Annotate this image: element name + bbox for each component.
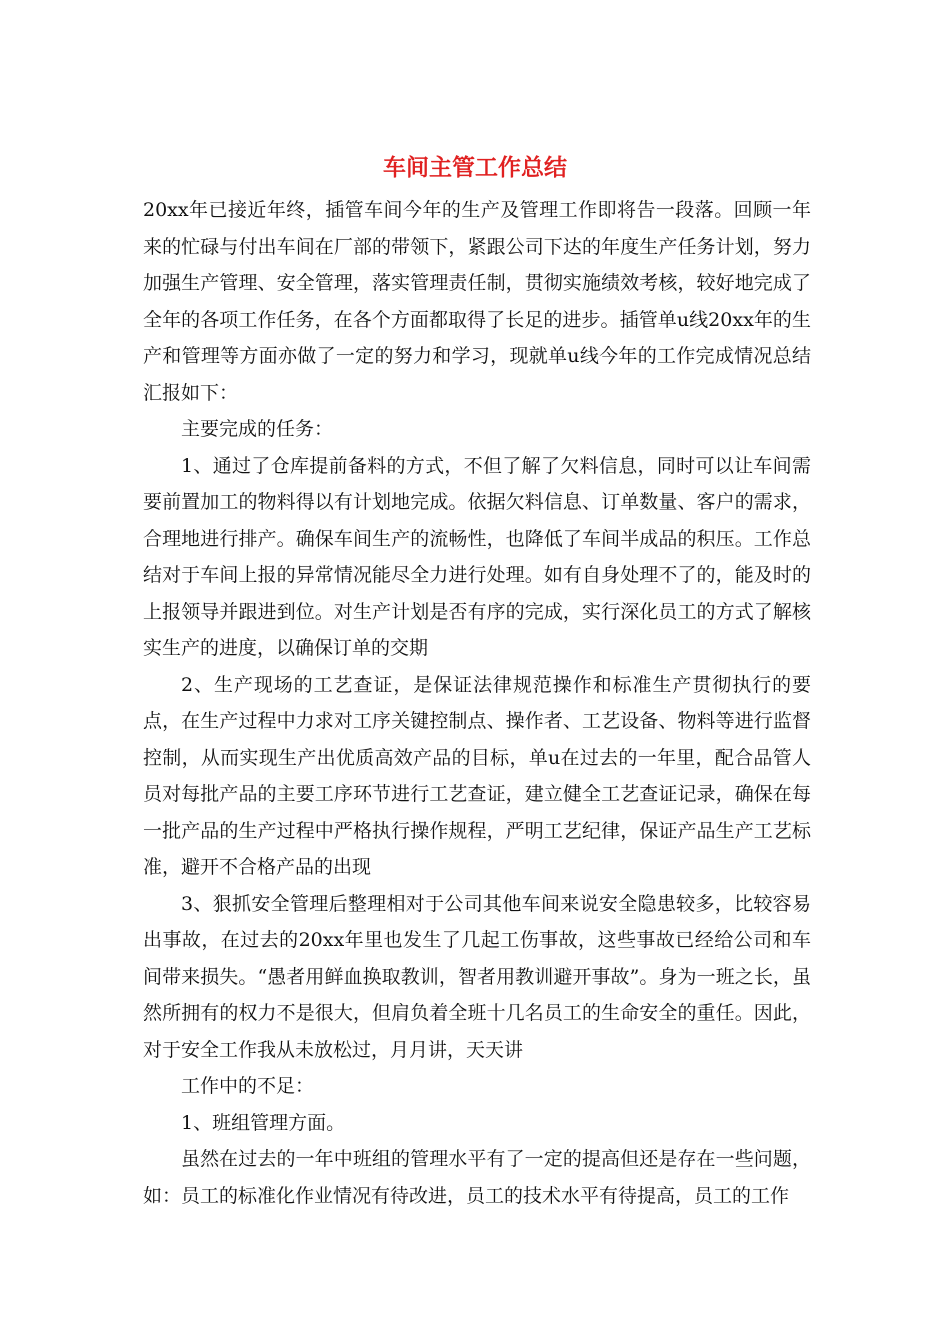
- paragraph-task-2: 2、生产现场的工艺查证，是保证法律规范操作和标准生产贯彻执行的要点，在生产过程中力求对工序关键控制点、操作者、工艺设备、物料等进行监督控制，从而实现生产出优质高效产品的目标，单u在过去的一年里，配合品管人员对每批产品的主要工序环节进行工艺查证，建立健全工艺查证记录，确保在每一批产品的生产过程中严格执行操作规程，严明工艺纪律，保证产品生产工艺标准，避开不合格产品的出现: [143, 673, 811, 878]
- paragraph-intro: 20xx年已接近年终，插管车间今年的生产及管理工作即将告一段落。回顾一年来的忙碌与付出车间在厂部的带领下，紧跟公司下达的年度生产任务计划，努力加强生产管理、安全管理，落实管理责任制，贯彻实施绩效考核，较好地完成了全年的各项工作任务，在各个方面都取得了长足的进步。插管单u线20xx年的生产和管理等方面亦做了一定的努力和学习，现就单u线今年的工作完成情况总结汇报如下：: [143, 199, 811, 404]
- paragraph-section-heading-shortcomings: 工作中的不足：: [181, 1075, 315, 1097]
- paragraph-section-heading-tasks: 主要完成的任务：: [181, 418, 334, 440]
- paragraph-shortcoming-1: 1、班组管理方面。: [181, 1111, 346, 1134]
- paragraph-task-3: 3、狠抓安全管理后整理相对于公司其他车间来说安全隐患较多，比较容易出事故，在过去的20xx年里也发生了几起工伤事故，这些事故已经给公司和车间带来损失。“愚者用鲜血换取教训，智者用教训避开事故”。身为一班之长，虽然所拥有的权力不是很大，但肩负着全班十几名员工的生命安全的重任。因此，对于安全工作我从未放松过，月月讲，天天讲: [143, 892, 811, 1061]
- paragraph-task-1: 1、通过了仓库提前备料的方式，不但了解了欠料信息，同时可以让车间需要前置加工的物料得以有计划地完成。依据欠料信息、订单数量、客户的需求，合理地进行排产。确保车间生产的流畅性，也降低了车间半成品的积压。工作总结对于车间上报的异常情况能尽全力进行处理。如有自身处理不了的，能及时的上报领导并跟进到位。对生产计划是否有序的完成，实行深化员工的方式了解核实生产的进度，以确保订单的交期: [143, 454, 811, 659]
- document-title: 车间主管工作总结: [383, 155, 567, 181]
- document-body: [143, 192, 811, 1214]
- paragraph-shortcoming-1-detail: 虽然在过去的一年中班组的管理水平有了一定的提高但还是存在一些问题，如：员工的标准化作业情况有待改进，员工的技术水平有待提高，员工的工作: [143, 1148, 811, 1207]
